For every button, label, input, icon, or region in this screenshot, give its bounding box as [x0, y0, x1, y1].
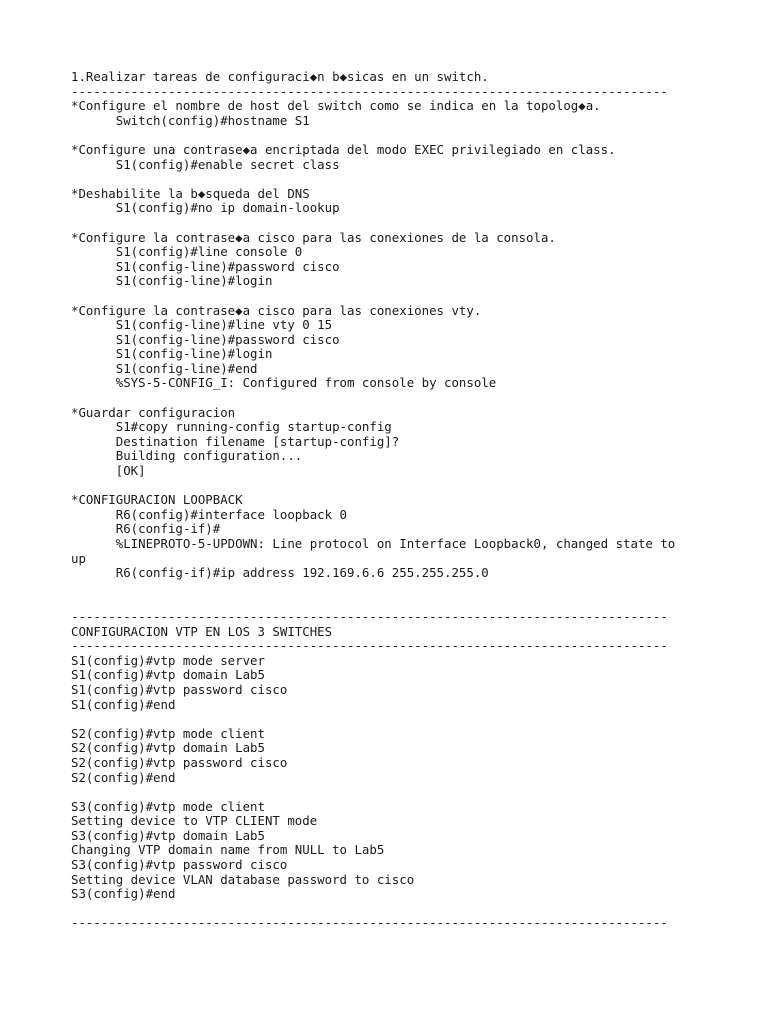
heading-line: 1.Realizar tareas de configuraci◆n b◆sicas en un switch. — [71, 69, 489, 84]
output-line: [OK] — [71, 463, 146, 479]
blank-line — [71, 479, 711, 494]
command-line: S2(config)#vtp mode client — [71, 725, 265, 741]
separator-line: -------------------------------------------------------------------------------- — [71, 638, 668, 654]
output-line: Destination filename [startup-config]? — [71, 433, 400, 449]
output-line: up — [71, 550, 86, 566]
command-line: S1(config-line)#login — [71, 273, 273, 289]
command-line: S1(config-line)#line vty 0 15 — [71, 317, 333, 333]
output-line: %LINEPROTO-5-UPDOWN: Line protocol on Interface Loopback0, changed state to — [71, 536, 676, 551]
blank-line — [71, 172, 711, 187]
text-line: *Configure la contrase◆a cisco para las conexiones vty. — [71, 302, 482, 318]
output-line: Building configuration... — [71, 448, 303, 464]
separator-line: -------------------------------------------------------------------------------- — [71, 608, 668, 624]
blank-line — [71, 289, 711, 304]
command-line: S1#copy running-config startup-config — [71, 419, 392, 435]
blank-line — [71, 128, 711, 143]
blank-line — [71, 902, 711, 917]
command-line: S3(config)#vtp mode client — [71, 798, 265, 814]
section-title: CONFIGURACION VTP EN LOS 3 SWITCHES — [71, 623, 333, 639]
command-line: R6(config-if)# — [71, 521, 221, 537]
text-line: *Configure la contrase◆a cisco para las conexiones de la consola. — [71, 229, 556, 245]
command-line: R6(config-if)#ip address 192.169.6.6 255.255.255.0 — [71, 565, 489, 581]
command-line: S1(config-line)#end — [71, 360, 258, 376]
command-line: S1(config-line)#login — [71, 346, 273, 362]
output-line: %SYS-5-CONFIG_I: Configured from console by console — [71, 375, 497, 391]
blank-line — [71, 595, 711, 610]
command-line: S3(config)#vtp domain Lab5 — [71, 827, 265, 843]
separator-line: -------------------------------------------------------------------------------- — [71, 915, 668, 931]
text-line: *Configure el nombre de host del switch como se indica en la topolog◆a. — [71, 98, 601, 114]
text-line: *Configure una contrase◆a encriptada del modo EXEC privilegiado en class. — [71, 141, 616, 157]
command-line: S2(config)#end — [71, 769, 176, 785]
separator-line: -------------------------------------------------------------------------------- — [71, 83, 668, 99]
command-line: S3(config)#end — [71, 886, 176, 902]
command-line: S1(config-line)#password cisco — [71, 331, 340, 347]
blank-line — [71, 581, 711, 596]
command-line: S1(config)#line console 0 — [71, 244, 303, 260]
command-line: S1(config)#no ip domain-lookup — [71, 200, 340, 216]
command-line: S1(config-line)#password cisco — [71, 258, 340, 274]
command-line: S1(config)#vtp domain Lab5 — [71, 667, 265, 683]
command-line: Switch(config)#hostname S1 — [71, 112, 310, 128]
output-line: Changing VTP domain name from NULL to Lab5 — [71, 842, 385, 858]
command-line: S2(config)#vtp password cisco — [71, 754, 288, 770]
text-line: *Deshabilite la b◆squeda del DNS — [71, 185, 310, 201]
command-line: R6(config)#interface loopback 0 — [71, 506, 348, 522]
output-line: Setting device VLAN database password to cisco — [71, 871, 415, 887]
blank-line — [71, 785, 711, 800]
document-text — [71, 70, 711, 931]
blank-line — [71, 216, 711, 231]
command-line: S3(config)#vtp password cisco — [71, 857, 288, 873]
command-line: S1(config)#vtp mode server — [71, 652, 265, 668]
text-line: *Guardar configuracion — [71, 404, 236, 420]
command-line: S2(config)#vtp domain Lab5 — [71, 740, 265, 756]
command-line: S1(config)#end — [71, 696, 176, 712]
output-line: Setting device to VTP CLIENT mode — [71, 813, 318, 829]
blank-line — [71, 712, 711, 727]
command-line: S1(config)#vtp password cisco — [71, 681, 288, 697]
text-line: *CONFIGURACION LOOPBACK — [71, 492, 243, 508]
blank-line — [71, 391, 711, 406]
command-line: S1(config)#enable secret class — [71, 156, 340, 172]
